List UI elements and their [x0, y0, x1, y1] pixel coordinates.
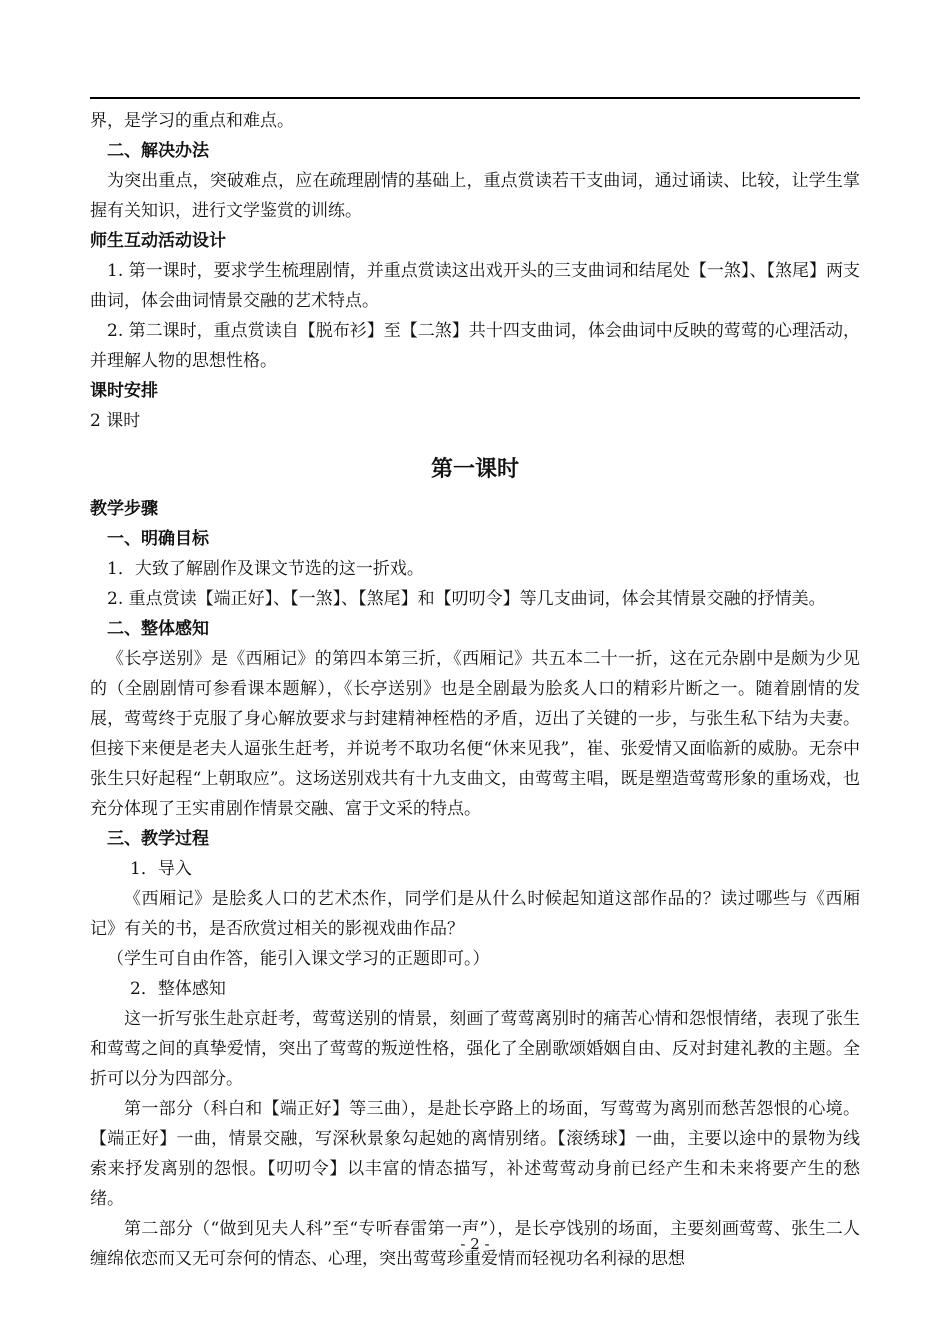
heading-schedule: 课时安排: [90, 381, 158, 401]
section-title: 第一课时: [430, 457, 519, 482]
header-rule: [90, 97, 860, 99]
paragraph-intro: 《西厢记》是脍炙人口的艺术杰作，同学们是从什么时候起知道这部作品的？读过哪些与《西厢记》有关的书，是否欣赏过相关的影视戏曲作品？: [90, 889, 860, 939]
page-number: - 2 -: [460, 1235, 490, 1253]
heading-objectives: 一、明确目标: [107, 529, 209, 549]
paragraph-interaction-1: 1. 第一课时，要求学生梳理剧情，并重点赏读这出戏开头的三支曲词和结尾处【一煞】、【煞尾】两支曲词，体会曲词情景交融的艺术特点。: [90, 261, 860, 311]
subheading-intro: 1．导入: [130, 859, 192, 879]
paragraph-part-1: 第一部分（科白和【端正好】等三曲），是赴长亭路上的场面，写莺莺为离别而愁苦怨恨的心境。【端正好】一曲，情景交融，写深秋景象勾起她的离情别绪。【滚绣球】一曲，主要以途中的景物为线索来抒发离别的怨恨。【叨叨令】以丰富的情态描写，补述莺莺动身前已经产生和未来将要产生的愁绪。: [90, 1099, 860, 1209]
paragraph-intro-note: （学生可自由作答，能引入课文学习的正题即可。）: [107, 949, 490, 969]
heading-steps: 教学步骤: [90, 499, 158, 519]
paragraph-overview: 《长亭送别》是《西厢记》的第四本第三折，《西厢记》共五本二十一折，这在元杂剧中是颇为少见的（全剧剧情可参看课本题解），《长亭送别》也是全剧最为脍炙人口的精彩片断之一。随着剧情的发展，莺莺终于克服了身心解放要求与封建精神桎梏的矛盾，迈出了关键的一步，与张生私下结为夫妻。但接下来便是老夫人逼张生赶考，并说考不取功名便“休来见我”，崔、张爱情又面临新的威胁。无奈中张生只好起程“上朝取应”。这场送别戏共有十九支曲文，由莺莺主唱，既是塑造莺莺形象的重场戏，也充分体现了王实甫剧作情景交融、富于文采的特点。: [90, 649, 860, 819]
heading-overview: 二、整体感知: [107, 619, 209, 639]
heading-solution: 二、解决办法: [107, 141, 209, 161]
paragraph-schedule: 2 课时: [90, 411, 141, 431]
document-body: [90, 106, 860, 1274]
paragraph-interaction-2: 2. 第二课时，重点赏读自【脱布衫】至【二煞】共十四支曲词，体会曲词中反映的莺莺的心理活动，并理解人物的思想性格。: [90, 321, 860, 371]
paragraph-objective-2: 2. 重点赏读【端正好】、【一煞】、【煞尾】和【叨叨令】等几支曲词，体会其情景交融的抒情美。: [107, 589, 826, 609]
paragraph-part-2: 第二部分（“做到见夫人科”至“专听春雷第一声”），是长亭饯别的场面，主要刻画莺莺、张生二人缠绵依恋而又无可奈何的情态、心理，突出莺莺珍重爱情而轻视功名利禄的思想: [90, 1219, 860, 1269]
paragraph-solution: 为突出重点，突破难点，应在疏理剧情的基础上，重点赏读若干支曲词，通过诵读、比较，让学生掌握有关知识，进行文学鉴赏的训练。: [90, 171, 860, 221]
subheading-perception: 2．整体感知: [130, 979, 226, 999]
paragraph-objective-1: 1．大致了解剧作及课文节选的这一折戏。: [107, 559, 424, 579]
paragraph-perception: 这一折写张生赴京赶考，莺莺送别的情景，刻画了莺莺离别时的痛苦心情和怨恨情绪，表现了张生和莺莺之间的真挚爱情，突出了莺莺的叛逆性格，强化了全剧歌颂婚姻自由、反对封建礼教的主题。全折可以分为四部分。: [90, 1009, 860, 1089]
heading-interaction-design: 师生互动活动设计: [90, 231, 226, 251]
paragraph-continuation: 界，是学习的重点和难点。: [90, 111, 294, 131]
heading-process: 三、教学过程: [107, 829, 209, 849]
